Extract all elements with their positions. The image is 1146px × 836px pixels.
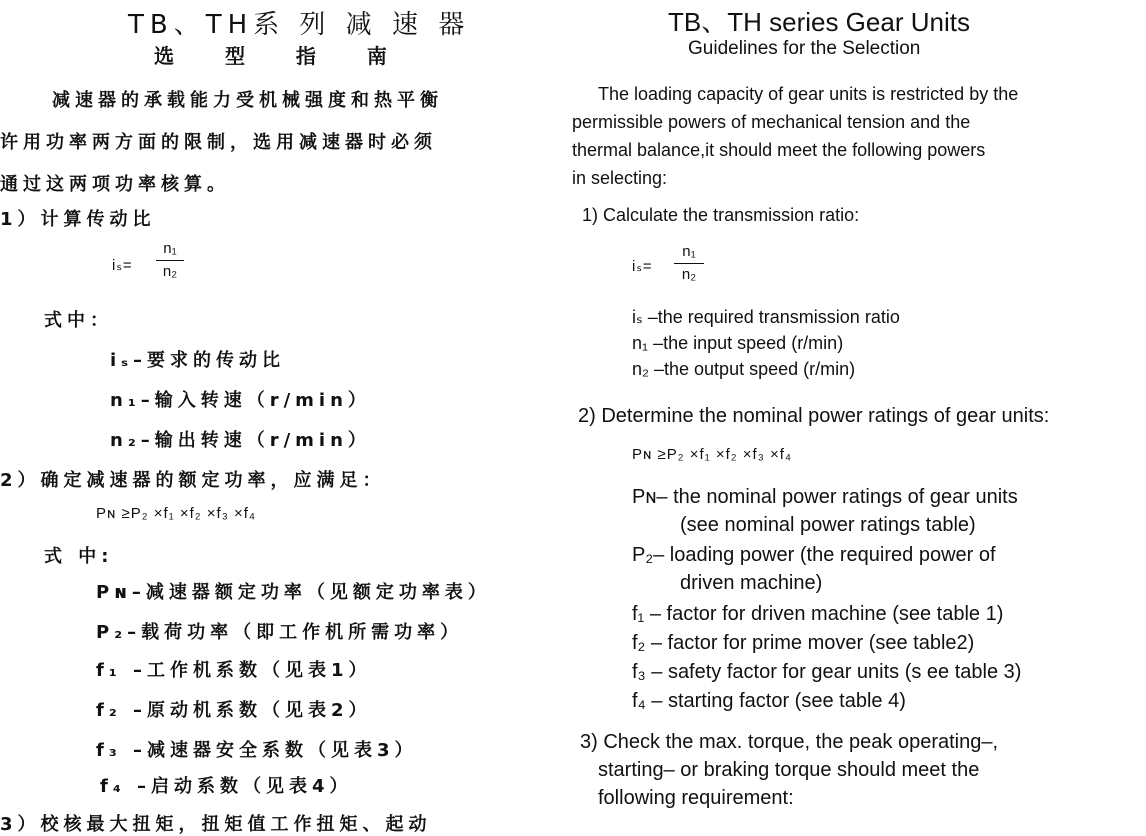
en-def-f2: f₂ – factor for prime mover (see table2) — [632, 632, 975, 654]
en-step-3-line-1: 3) Check the max. torque, the peak operating–, — [580, 731, 999, 753]
cn-intro-line-1: 减速器的承载能力受机械强度和热平衡 — [52, 90, 443, 111]
cn-def-f1: f₁ –工作机系数（见表1） — [96, 660, 372, 681]
cn-step-1: 1）计算传动比 — [0, 209, 156, 230]
cn-def-pn: Pɴ–减速器额定功率（见额定功率表） — [96, 582, 491, 603]
cn-ratio-denominator: n₂ — [162, 263, 178, 280]
cn-def-f3: f₃ –减速器安全系数（见表3） — [96, 740, 418, 761]
cn-power-formula: Pɴ ≥P₂ ×f₁ ×f₂ ×f₃ ×f₄ — [96, 505, 257, 522]
fraction-bar — [156, 260, 184, 261]
cn-ratio-lhs: iₛ= — [112, 257, 133, 274]
en-def-f4: f₄ – starting factor (see table 4) — [632, 690, 906, 712]
en-intro-line-1: The loading capacity of gear units is restricted by the — [598, 84, 1019, 104]
en-title: TB、TH series Gear Units — [668, 7, 970, 37]
cn-def-p2: P₂–载荷功率（即工作机所需功率） — [96, 622, 464, 643]
cn-def-n1: n₁–输入转速（r/min） — [110, 390, 371, 411]
cn-where-1: 式中： — [44, 310, 113, 331]
en-intro-line-3: thermal balance,it should meet the following powers — [572, 140, 986, 160]
en-intro-line-2: permissible powers of mechanical tension and the — [572, 112, 971, 132]
cn-ratio-numerator: n₁ — [163, 240, 177, 257]
cn-step-2: 2）确定减速器的额定功率，应满足： — [0, 470, 386, 491]
cn-def-f4: f₄ –启动系数（见表4） — [100, 776, 353, 797]
cn-def-f2: f₂ –原动机系数（见表2） — [96, 700, 372, 721]
cn-subtitle: 选 型 指 南 — [154, 44, 409, 68]
en-step-1: 1) Calculate the transmission ratio: — [582, 205, 860, 225]
fraction-bar — [674, 263, 704, 264]
en-ratio-denominator: n₂ — [681, 266, 697, 283]
en-def-pn-cont: (see nominal power ratings table) — [680, 514, 976, 536]
en-def-pn: Pɴ– the nominal power ratings of gear units — [632, 486, 1018, 508]
cn-where-2: 式 中: — [44, 546, 114, 567]
en-power-formula: Pɴ ≥P₂ ×f₁ ×f₂ ×f₃ ×f₄ — [632, 446, 793, 463]
en-def-is: iₛ –the required transmission ratio — [632, 307, 900, 327]
cn-ratio-fraction — [156, 240, 184, 281]
en-step-3-line-2: starting– or braking torque should meet the — [598, 759, 980, 781]
en-ratio-fraction — [674, 243, 704, 284]
en-def-f1: f₁ – factor for driven machine (see table 1) — [632, 603, 1004, 625]
en-intro-line-4: in selecting: — [572, 168, 668, 188]
cn-title: TB、TH系 列 减 速 器 — [128, 10, 471, 40]
en-subtitle: Guidelines for the Selection — [688, 38, 921, 59]
en-step-2: 2) Determine the nominal power ratings of gear units: — [578, 405, 1050, 427]
cn-intro-line-2: 许用功率两方面的限制，选用减速器时必须 — [0, 132, 437, 153]
cn-def-n2: n₂–输出转速（r/min） — [110, 430, 371, 451]
en-def-p2: P₂– loading power (the required power of — [632, 544, 996, 566]
cn-step-3-partial: 3）校核最大扭矩，扭矩值工作扭矩、起动 — [0, 814, 432, 835]
en-step-3-line-3: following requirement: — [598, 787, 794, 809]
cn-def-is: iₛ–要求的传动比 — [110, 350, 286, 371]
cn-intro-line-3: 通过这两项功率核算。 — [0, 174, 230, 195]
en-def-p2-cont: driven machine) — [680, 572, 823, 594]
en-ratio-lhs: iₛ= — [632, 258, 653, 275]
en-def-n2: n₂ –the output speed (r/min) — [632, 359, 856, 379]
en-def-n1: n₁ –the input speed (r/min) — [632, 333, 844, 353]
en-ratio-numerator: n₁ — [682, 243, 696, 260]
en-def-f3: f₃ – safety factor for gear units (s ee table 3) — [632, 661, 1022, 683]
